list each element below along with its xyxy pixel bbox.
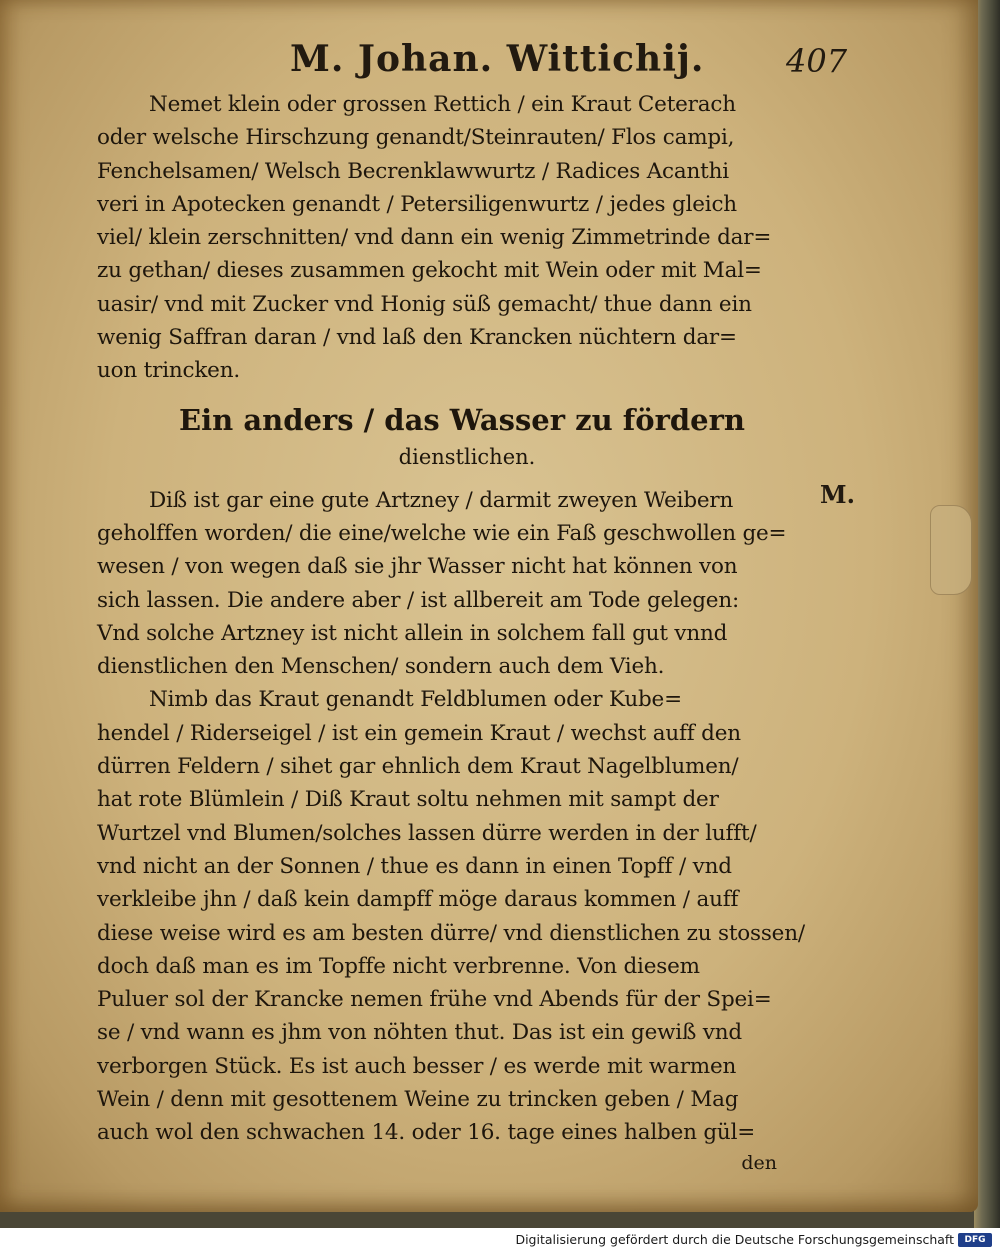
- paragraph-1: [97, 88, 797, 388]
- text-line: viel/ klein zerschnitten/ vnd dann ein wenig Zimmetrinde dar=: [97, 225, 772, 251]
- text-line: Vnd solche Artzney ist nicht allein in solchem fall gut vnnd: [97, 620, 728, 646]
- text-line: doch daß man es im Topffe nicht verbrenne. Von diesem: [97, 953, 700, 979]
- text-line: auch wol den schwachen 14. oder 16. tage eines halben gül=: [97, 1120, 756, 1146]
- text-line: Nimb das Kraut genandt Feldblumen oder Kube=: [149, 687, 682, 713]
- text-line: zu gethan/ dieses zusammen gekocht mit Wein oder mit Mal=: [97, 258, 762, 284]
- funding-credit: Digitalisierung gefördert durch die Deutsche Forschungsgemeinschaft: [515, 1232, 954, 1247]
- paragraph-3: [97, 683, 805, 1149]
- text-line: Nemet klein oder grossen Rettich / ein Kraut Ceterach: [149, 92, 736, 117]
- page-number: 407: [786, 42, 848, 80]
- text-line: dürren Feldern / sihet gar ehnlich dem Kraut Nagelblumen/: [97, 754, 739, 780]
- text-line: diese weise wird es am besten dürre/ vnd dienstlichen zu stossen/: [97, 920, 805, 946]
- text-line: uasir/ vnd mit Zucker vnd Honig süß gemacht/ thue dann ein: [97, 291, 752, 317]
- text-line: oder welsche Hirschzung genandt/Steinrauten/ Flos campi,: [97, 125, 735, 151]
- marginal-note: M.: [820, 480, 855, 509]
- section-subheading: dienstlichen.: [398, 444, 536, 469]
- text-line: hendel / Riderseigel / ist ein gemein Kraut / wechst auff den: [97, 720, 741, 746]
- catchword: den: [741, 1151, 777, 1174]
- text-line: uon trincken.: [97, 358, 240, 384]
- running-head-title: M. Johan. Wittichij.: [290, 38, 705, 80]
- dfg-logo-icon: DFG: [958, 1233, 992, 1247]
- text-line: Diß ist gar eine gute Artzney / darmit zweyen Weibern: [149, 487, 734, 513]
- text-line: Puluer sol der Krancke nemen frühe vnd Abends für der Spei=: [97, 987, 772, 1013]
- text-line: geholffen worden/ die eine/welche wie ein Faß geschwollen ge=: [97, 520, 787, 546]
- text-line: Wein / denn mit gesottenem Weine zu trincken geben / Mag: [97, 1087, 739, 1113]
- running-head: [0, 38, 978, 88]
- text-line: wesen / von wegen daß sie jhr Wasser nicht hat können von: [97, 554, 738, 580]
- paragraph-2: [97, 484, 797, 684]
- text-line: wenig Saffran daran / vnd laß den Krancken nüchtern dar=: [97, 325, 737, 351]
- text-line: sich lassen. Die andere aber / ist allbereit am Tode gelegen:: [97, 587, 740, 613]
- text-line: Wurtzel vnd Blumen/solches lassen dürre werden in der lufft/: [97, 820, 757, 846]
- text-line: verborgen Stück. Es ist auch besser / es werde mit warmen: [97, 1053, 737, 1079]
- text-line: hat rote Blümlein / Diß Kraut soltu nehmen mit sampt der: [97, 787, 719, 813]
- text-line: veri in Apotecken genandt / Petersiligenwurtz / jedes gleich: [97, 191, 737, 217]
- body-text: [97, 88, 805, 1176]
- footer-bar: [0, 1228, 1000, 1253]
- section-heading: Ein anders / das Wasser zu fördern: [179, 402, 745, 437]
- text-line: verkleibe jhn / daß kein dampff möge daraus kommen / auff: [97, 887, 739, 913]
- text-line: Fenchelsamen/ Welsch Becrenklawwurtz / Radices Acanthi: [97, 158, 729, 184]
- text-line: se / vnd wann es jhm von nöhten thut. Das ist ein gewiß vnd: [97, 1020, 742, 1046]
- bookmark-tab: [930, 505, 972, 595]
- text-line: vnd nicht an der Sonnen / thue es dann in einen Topff / vnd: [97, 853, 732, 879]
- text-line: dienstlichen den Menschen/ sondern auch dem Vieh.: [97, 654, 665, 680]
